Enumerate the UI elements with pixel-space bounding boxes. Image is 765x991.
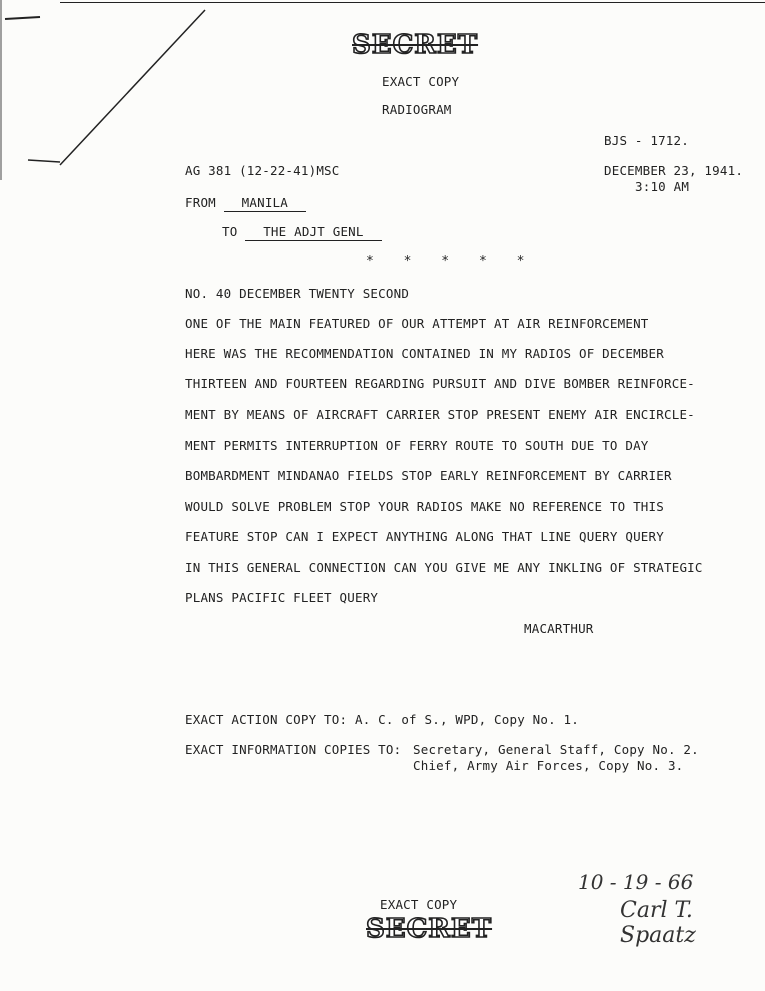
info-copies-label: EXACT INFORMATION COPIES TO:: [185, 742, 402, 757]
from-value: MANILA: [224, 195, 306, 212]
corner-fold-mark: [0, 0, 240, 180]
handwritten-signature: Carl T. Spaatz: [620, 898, 696, 948]
message-line: MENT PERMITS INTERRUPTION OF FERRY ROUTE TO SOUTH DUE TO DAY: [185, 438, 649, 453]
from-label: FROM: [185, 195, 216, 210]
message-time: 3:10 AM: [635, 179, 690, 194]
sender-signature: MACARTHUR: [524, 621, 594, 636]
to-label: TO: [222, 224, 238, 239]
action-copy-line: EXACT ACTION COPY TO: A. C. of S., WPD, Copy No. 1.: [185, 712, 580, 727]
ag-number: AG 381 (12-22-41)MSC: [185, 163, 340, 178]
info-copy-2: Chief, Army Air Forces, Copy No. 3.: [413, 758, 684, 773]
message-line: THIRTEEN AND FOURTEEN REGARDING PURSUIT AND DIVE BOMBER REINFORCE-: [185, 376, 695, 391]
message-line: PLANS PACIFIC FLEET QUERY: [185, 590, 379, 605]
copy-type: EXACT COPY: [382, 74, 460, 89]
message-line: IN THIS GENERAL CONNECTION CAN YOU GIVE ME ANY INKLING OF STRATEGIC: [185, 560, 703, 575]
classification-stamp-top: SECRET: [352, 30, 479, 60]
to-line: [222, 224, 382, 241]
message-line: FEATURE STOP CAN I EXPECT ANYTHING ALONG THAT LINE QUERY QUERY: [185, 529, 664, 544]
footer-copy-type: EXACT COPY: [380, 897, 458, 912]
message-line: BOMBARDMENT MINDANAO FIELDS STOP EARLY REINFORCEMENT BY CARRIER: [185, 468, 672, 483]
message-line: NO. 40 DECEMBER TWENTY SECOND: [185, 286, 410, 301]
from-line: [185, 195, 306, 212]
message-line: HERE WAS THE RECOMMENDATION CONTAINED IN MY RADIOS OF DECEMBER: [185, 346, 664, 361]
message-line: MENT BY MEANS OF AIRCRAFT CARRIER STOP PRESENT ENEMY AIR ENCIRCLE-: [185, 407, 695, 422]
handwritten-date: 10 - 19 - 66: [578, 870, 694, 894]
ref-number: BJS - 1712.: [604, 133, 689, 148]
info-copy-1: Secretary, General Staff, Copy No. 2.: [413, 742, 699, 757]
classification-stamp-bottom: SECRET: [366, 914, 493, 944]
message-line: ONE OF THE MAIN FEATURED OF OUR ATTEMPT AT AIR REINFORCEMENT: [185, 316, 649, 331]
doc-type: RADIOGRAM: [382, 102, 452, 117]
message-date: DECEMBER 23, 1941.: [604, 163, 744, 178]
message-line: WOULD SOLVE PROBLEM STOP YOUR RADIOS MAKE NO REFERENCE TO THIS: [185, 499, 664, 514]
to-value: THE ADJT GENL: [245, 224, 381, 241]
asterisk-divider: * * * * *: [366, 254, 536, 269]
